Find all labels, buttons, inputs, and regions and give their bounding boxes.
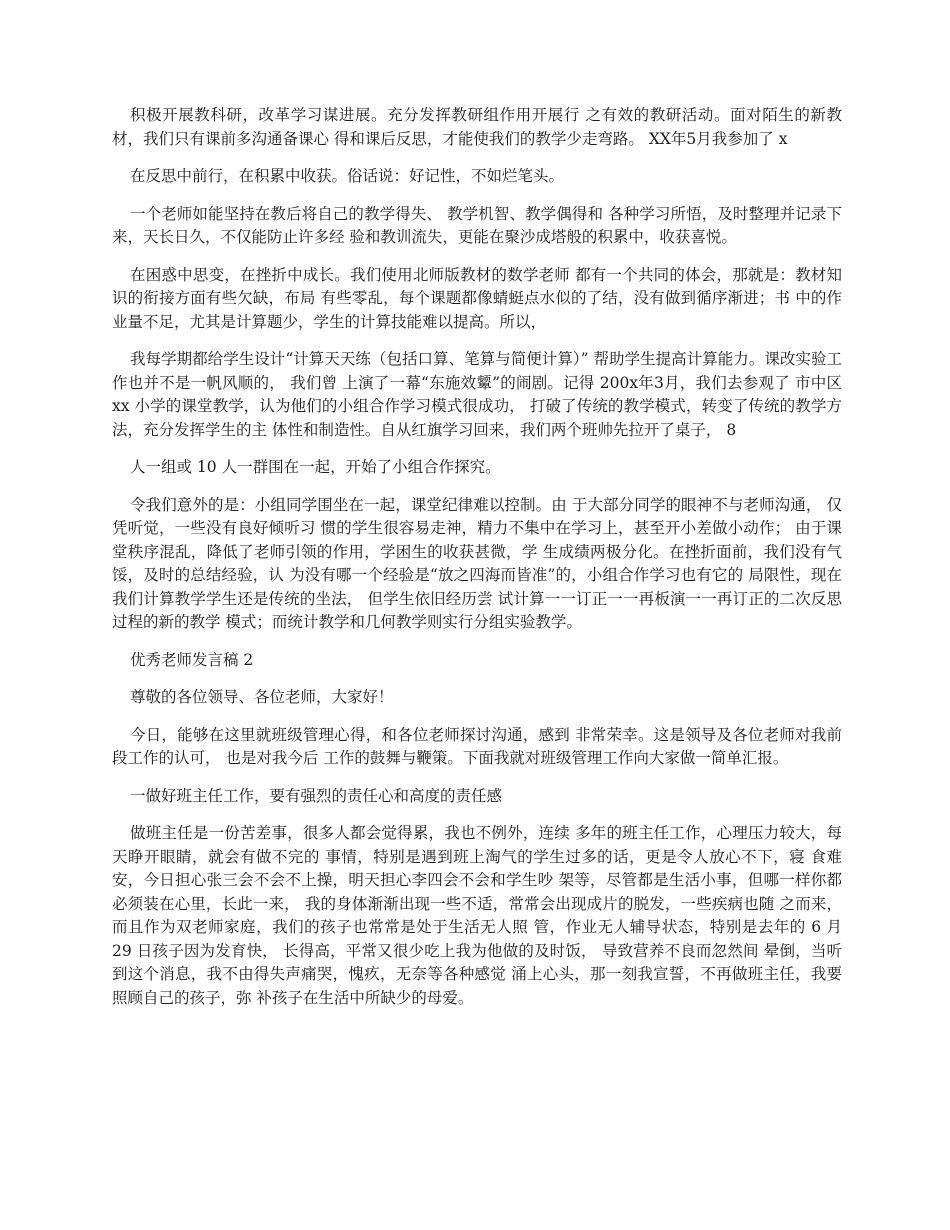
- paragraph: 一个老师如能坚持在教后将自己的教学得失、 教学机智、教学偶得和 各种学习所悟，及时整理并记录下来，天长日久，不仅能防止许多经 验和教训流失，更能在聚沙成塔般的积累中，收获喜悦。: [112, 204, 842, 246]
- section-heading: 优秀老师发言稿 2: [130, 650, 254, 669]
- paragraph: 我每学期都给学生设计“计算天天练（包括口算、笔算与简便计算）” 帮助学生提高计算能力。课改实验工作也并不是一帆风顺的， 我们曾 上演了一幕“东施效颦”的闹剧。记得 200x年3月，我们去参观了 市中区 xx 小学的课堂教学，认为他们的小组合作学习模式很成功， 打破了传统的教学模式，转变了传统的教学方法，充分发挥学生的主 体性和制造性。自从红旗学习回来，我们两个班帅先拉开了桌子， 8: [112, 350, 842, 439]
- paragraph: 做班主任是一份苦差事，很多人都会觉得累，我也不例外，连续 多年的班主任工作，心理压力较大，每天睁开眼睛，就会有做不完的 事情，特别是遇到班上淘气的学生过多的话，更是令人放心不下，寝 食难安，今日担心张三会不会不上操，明天担心李四会不会和学生吵 架等，尽管都是生活小事，但哪一样你都必须装在心里，长此一来， 我的身体渐渐出现一些不适，常常会出现成片的脱发，一些疾病也随 之而来，而且作为双老师家庭，我们的孩子也常常是处于生活无人照 管，作业无人辅导状态，特别是去年的 6 月 29 日孩子因为发育快， 长得高，平常又很少吃上我为他做的及时饭， 导致营养不良而忽然间 晕倒，当听到这个消息，我不由得失声痛哭，愧疚，无奈等各种感觉 涌上心头，那一刻我宣誓，不再做班主任，我要照顾自己的孩子，弥 补孩子在生活中所缺少的母爱。: [112, 824, 842, 1007]
- paragraph: 令我们意外的是：小组同学围坐在一起，课堂纪律难以控制。由 于大部分同学的眼神不与老师沟通， 仅凭听觉，一些没有良好倾听习 惯的学生很容易走神，精力不集中在学习上，甚至开小差做小动作； 由于课堂秩序混乱，降低了老师引领的作用，学困生的收获甚微，学 生成绩两极分化。在挫折面前，我们没有气馁，及时的总结经验，认 为没有哪一个经验是“放之四海而皆准”的，小组合作学习也有它的 局限性，现在我们计算教学学生还是传统的坐法， 但学生依旧经历尝 试计算一一订正一一再板演一一再订正的二次反思过程的新的教学 模式；而统计教学和几何教学则实行分组实验教学。: [112, 495, 842, 631]
- subsection-heading: 一做好班主任工作，要有强烈的责任心和高度的责任感: [130, 786, 503, 805]
- paragraph: 今日，能够在这里就班级管理心得，和各位老师探讨沟通，感到 非常荣幸。这是领导及各位老师对我前段工作的认可， 也是对我今后 工作的鼓舞与鞭策。下面我就对班级管理工作向大家做一简单汇报。: [112, 725, 842, 767]
- paragraph: 在困惑中思变，在挫折中成长。我们使用北师版教材的数学老师 都有一个共同的体会，那就是：教材知识的衔接方面有些欠缺，布局 有些零乱，每个课题都像蜻蜓点水似的了结，没有做到循序渐进；书 中的作业量不足，尤其是计算题少，学生的计算技能难以提高。所以，: [112, 265, 842, 331]
- paragraph: 人一组或 10 人一群围在一起，开始了小组合作探究。: [130, 458, 501, 476]
- paragraph: 在反思中前行，在积累中收获。俗话说：好记性，不如烂笔头。: [130, 167, 565, 185]
- paragraph: 积极开展教科研，改革学习谋进展。充分发挥教研组作用开展行 之有效的教研活动。面对陌生的新教材，我们只有课前多沟通备课心 得和课后反思，才能使我们的教学少走弯路。 XX年5月我参加了 x: [112, 106, 842, 148]
- document-page: [112, 104, 842, 1024]
- salutation: 尊敬的各位领导、各位老师，大家好！: [130, 688, 394, 706]
